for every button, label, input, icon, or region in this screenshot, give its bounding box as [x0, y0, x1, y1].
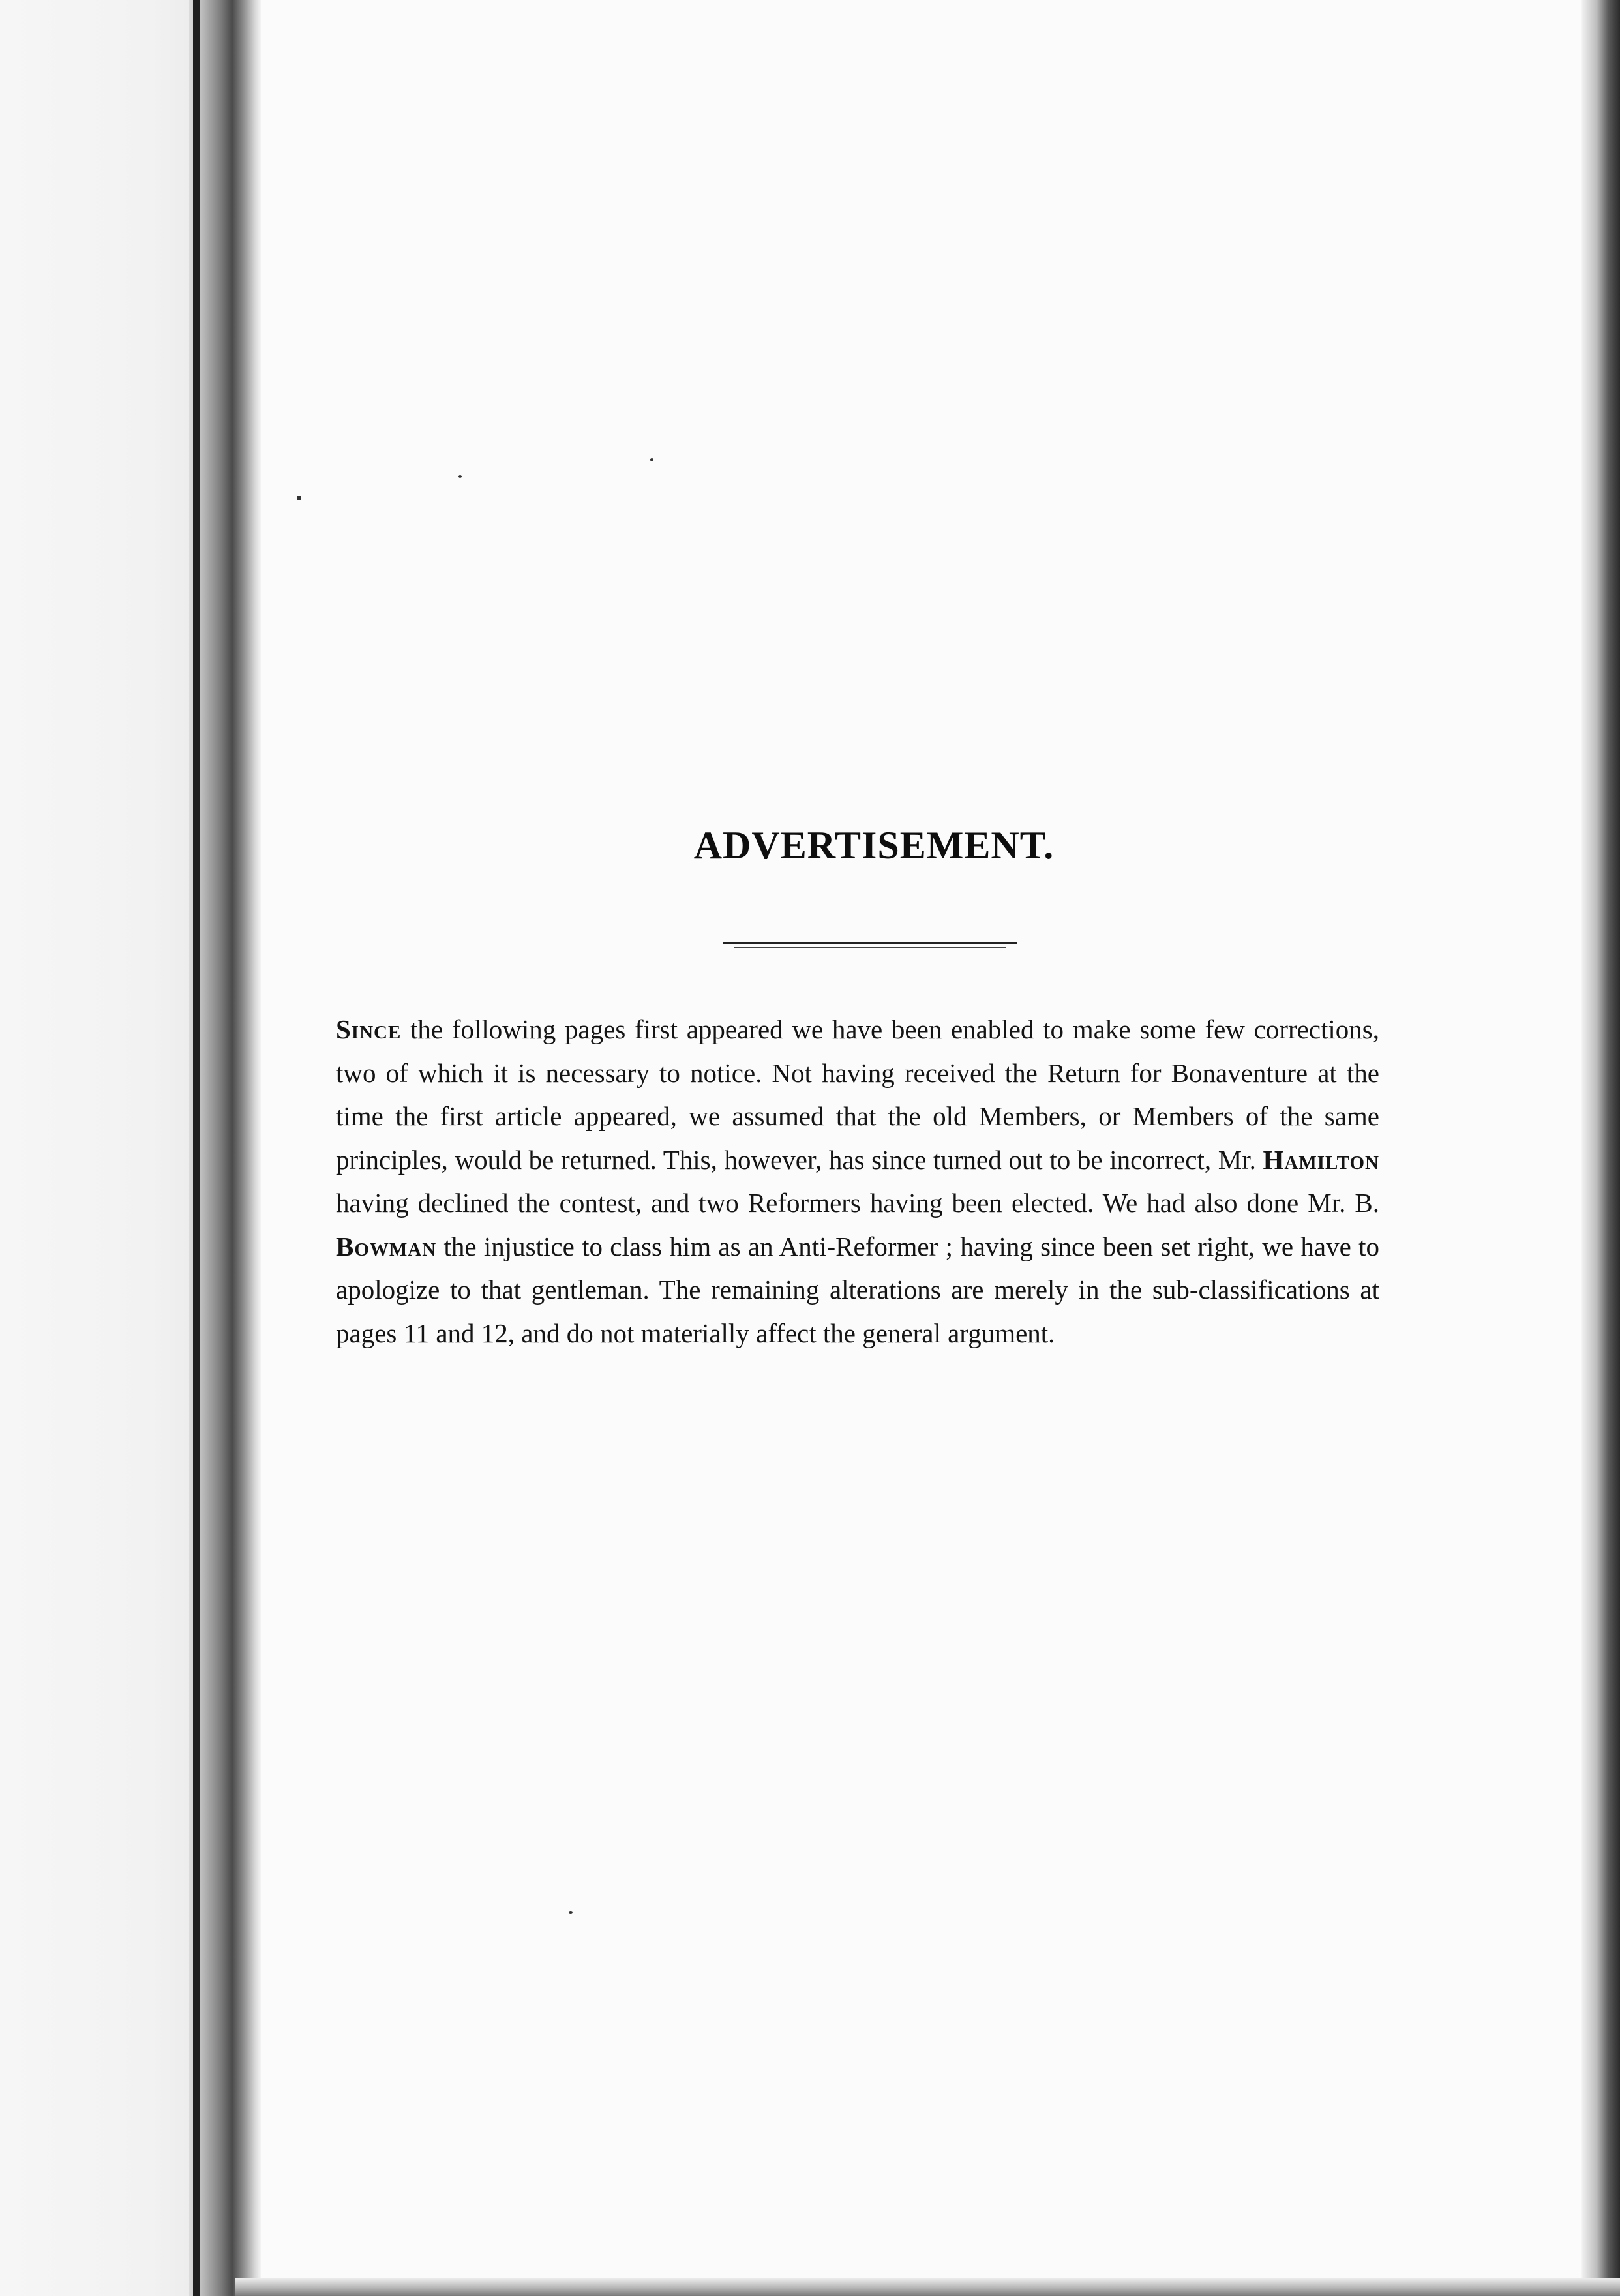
ink-speck [650, 458, 653, 461]
person-name-hamilton: Hamilton [1263, 1144, 1379, 1175]
ink-speck [297, 496, 301, 500]
ink-speck [458, 475, 462, 478]
page-right-edge [1581, 0, 1620, 2296]
binding-gutter-shadow [189, 0, 261, 2296]
person-name-bowman: Bowman [336, 1231, 437, 1261]
facing-page-strip [0, 0, 215, 2296]
binding-edge-line [193, 0, 200, 2296]
page-heading: ADVERTISEMENT. [693, 824, 1055, 867]
paragraph-text-part-3: the injustice to class him as an Anti-Reformer ; having since been set right, we have to apologize to that gentleman. The remaining alterations are merely in the sub-classifications at pages 11 and 12, and do not materially affect the general argument. [336, 1231, 1379, 1348]
paragraph-text-part-2: having declined the contest, and two Reformers having been elected. We had also done Mr. B. [336, 1188, 1379, 1218]
paragraph-text-part-1: the following pages first appeared we have been enabled to make some few corrections, two of which it is necessary to notice. Not having received the Return for Bonaventure at the time the first article appeared, we assumed that the old Members, or Members of the same principles, would be returned. This, however, has since turned out to be incorrect, Mr. [336, 1014, 1379, 1175]
rule-line-lower [734, 947, 1006, 948]
page-bottom-edge [235, 2278, 1620, 2296]
ink-speck [569, 1911, 573, 1914]
lead-word: Since [336, 1014, 402, 1044]
rule-line-upper [723, 942, 1017, 944]
advertisement-paragraph [336, 1008, 1379, 1355]
